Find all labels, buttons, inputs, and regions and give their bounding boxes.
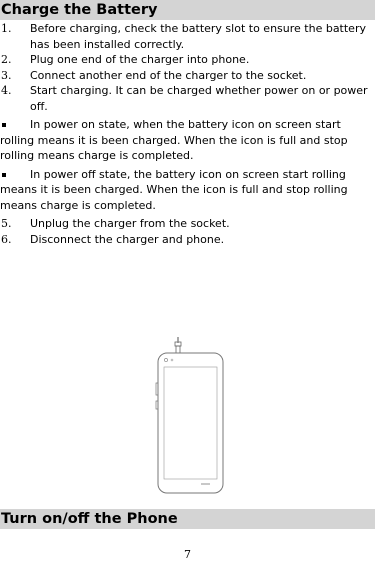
step-item	[0, 83, 375, 114]
step-number: 4.	[1, 84, 12, 97]
charge-instructions	[0, 21, 375, 247]
step-item	[0, 68, 375, 84]
step-item	[0, 216, 375, 232]
bullet-text: In power on state, when the battery icon on screen start rolling means it is been charged. When the icon is full and stop rolling means charge is completed.	[0, 118, 348, 162]
step-item	[0, 52, 375, 68]
step-number: 5.	[1, 217, 12, 230]
step-text: Disconnect the charger and phone.	[30, 232, 225, 246]
phone-with-charger-icon	[150, 333, 226, 495]
page-number: 7	[184, 548, 191, 561]
bullet-item	[0, 117, 375, 164]
step-text: Unplug the charger from the socket.	[30, 217, 230, 230]
bullet-text: In power off state, the battery icon on screen start rolling means it is been charged. When the icon is full and stop rolling means charge is completed.	[0, 167, 348, 212]
bullet-square-icon	[2, 173, 6, 177]
step-text: Before charging, check the battery slot to ensure the battery has been installed correctly.	[30, 22, 366, 51]
section-heading-charge-battery: Charge the Battery	[0, 0, 375, 20]
section-heading-turn-on-off: Turn on/off the Phone	[0, 509, 375, 529]
bullet-item	[0, 167, 375, 214]
step-item	[0, 21, 375, 52]
step-text: Connect another end of the charger to the socket.	[30, 68, 307, 82]
step-item	[0, 232, 375, 248]
phone-with-charger-illustration	[150, 333, 226, 495]
step-text: Start charging. It can be charged whether power on or power off.	[30, 84, 368, 113]
bullet-square-icon	[2, 123, 6, 127]
step-number: 6.	[1, 232, 12, 246]
step-text: Plug one end of the charger into phone.	[30, 53, 250, 66]
step-number: 2.	[1, 53, 12, 66]
step-number: 1.	[1, 22, 12, 35]
step-number: 3.	[1, 68, 12, 82]
